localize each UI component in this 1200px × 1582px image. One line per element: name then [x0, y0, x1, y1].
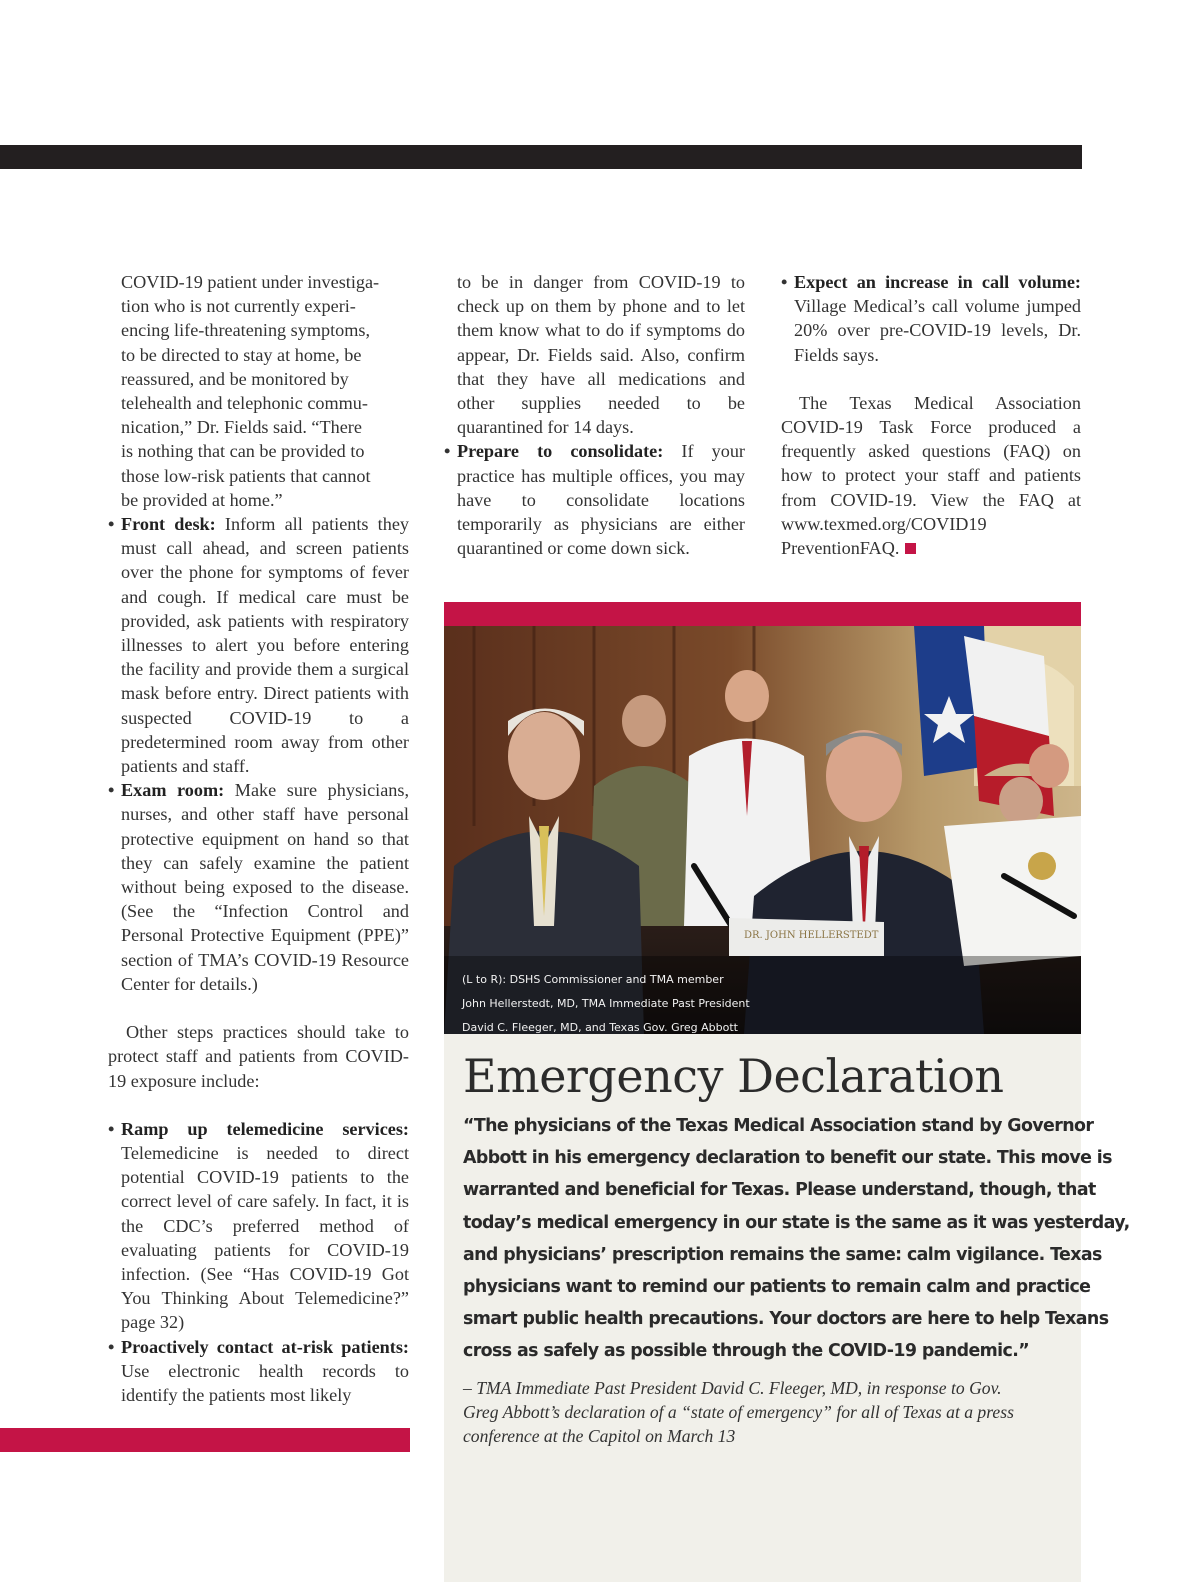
nameplate-text: DR. JOHN HELLERSTEDT	[744, 930, 879, 941]
sidebar-title: Emergency Declaration	[463, 1049, 1004, 1103]
list-item-call-volume: • Expect an increase in call volume: Village Medical’s call volume jumped 20% over pre-COVID-19 levels, Dr. Fields says.	[781, 272, 1081, 365]
footer-rule	[0, 1428, 410, 1452]
press-conference-photo	[444, 626, 1081, 1034]
article-column-1	[108, 270, 409, 1407]
continued-paragraph: to be in danger from COVID-19 to check up on them by phone and to let them know what to do if symptoms do appear, Dr. Fields said. Also, confirm that they have all medications and other supplies needed to be quarantined for 14 days.	[457, 272, 745, 438]
emergency-declaration-sidebar	[444, 602, 1130, 1582]
list-item-contact-patients: • Proactively contact at-risk patients: Use electronic health records to identify the patients most likely	[108, 1336, 409, 1405]
list-item-consolidate: • Prepare to consolidate: If your practice has multiple offices, you may have to consolidate locations temporarily as physicians are either quarantined or come down sick.	[444, 441, 745, 559]
pull-quote: “The physicians of the Texas Medical Association stand by Governor Abbott in his emergency declaration to benefit our state. This move is warranted and beneficial for Texas. Please understand, though, that today’s medical emergency in our state is the same as it was yesterday, and physicians’ prescription remains the same: calm vigilance. Texas physicians want to remind our patients to remain calm and practice smart public health precautions. Your doctors are here to help Texans cross as safely as possible through the COVID-19 pandemic.”	[463, 1116, 1130, 1362]
article-column-2	[444, 270, 745, 560]
list-item-telemedicine: • Ramp up telemedicine services: Telemedicine is needed to direct potential COVID-19 patients to the correct level of care safely. In fact, it is the CDC’s preferred method of evaluating patients for COVID-19 infection. (See “Has COVID-19 Got You Thinking About Telemedicine?” page 32)	[108, 1118, 409, 1333]
bullet-icon: •	[108, 1118, 115, 1139]
sidebar-accent-rule	[444, 602, 1081, 626]
faq-paragraph: The Texas Medical Association COVID-19 Task Force produced a frequently asked questions (FAQ) on how to protect your staff and patients from COVID-19. View the FAQ at www.texmed.org/COVID19 PreventionFAQ.	[781, 392, 1081, 559]
intro-paragraph: COVID-19 patient under investiga- tion who is not currently experi- encing life-threatening symptoms, to be directed to stay at home, be reassured, and be monitored by telehealth and telephonic commu- nication,” Dr. Fields said. “There is nothing that can be provided to those low-risk patients that cannot be provided at home.”	[121, 272, 380, 510]
quote-attribution: – TMA Immediate Past President David C. Fleeger, MD, in response to Gov. Greg Abbott’s declaration of a “state of emergency” for all of Texas at a press conference at the Capitol on March 13	[463, 1378, 1014, 1447]
bullet-icon: •	[444, 441, 451, 462]
list-item-exam-room: • Exam room: Make sure physicians, nurses, and other staff have personal protective equipment on hand so that they can safely examine the patient without being exposed to the disease. (See the “Infection Control and Personal Protective Equipment (PPE)” section of TMA’s COVID-19 Resource Center for details.)	[108, 780, 410, 994]
bullet-icon: •	[108, 780, 115, 801]
end-mark-icon	[905, 543, 916, 554]
bullet-icon: •	[108, 514, 115, 535]
bullet-icon: •	[108, 1336, 115, 1357]
header-rule	[0, 145, 1082, 169]
list-item-front-desk: • Front desk: Inform all patients they must call ahead, and screen patients over the phone for symptoms of fever and cough. If medical care must be provided, ask patients with respiratory illnesses to alert you before entering the facility and provide them a surgical mask before entry. Direct patients with suspected COVID-19 to a predetermined room away from other patients and staff.	[108, 514, 409, 777]
bullet-icon: •	[781, 272, 788, 292]
photo-caption: (L to R): DSHS Commissioner and TMA member John Hellerstedt, MD, TMA Immediate Past President David C. Fleeger, MD, and Texas Gov. Greg Abbott	[462, 973, 750, 1034]
article-column-3	[781, 270, 1081, 560]
other-steps-paragraph: Other steps practices should take to protect staff and patients from COVID-19 exposure include:	[108, 1022, 409, 1091]
